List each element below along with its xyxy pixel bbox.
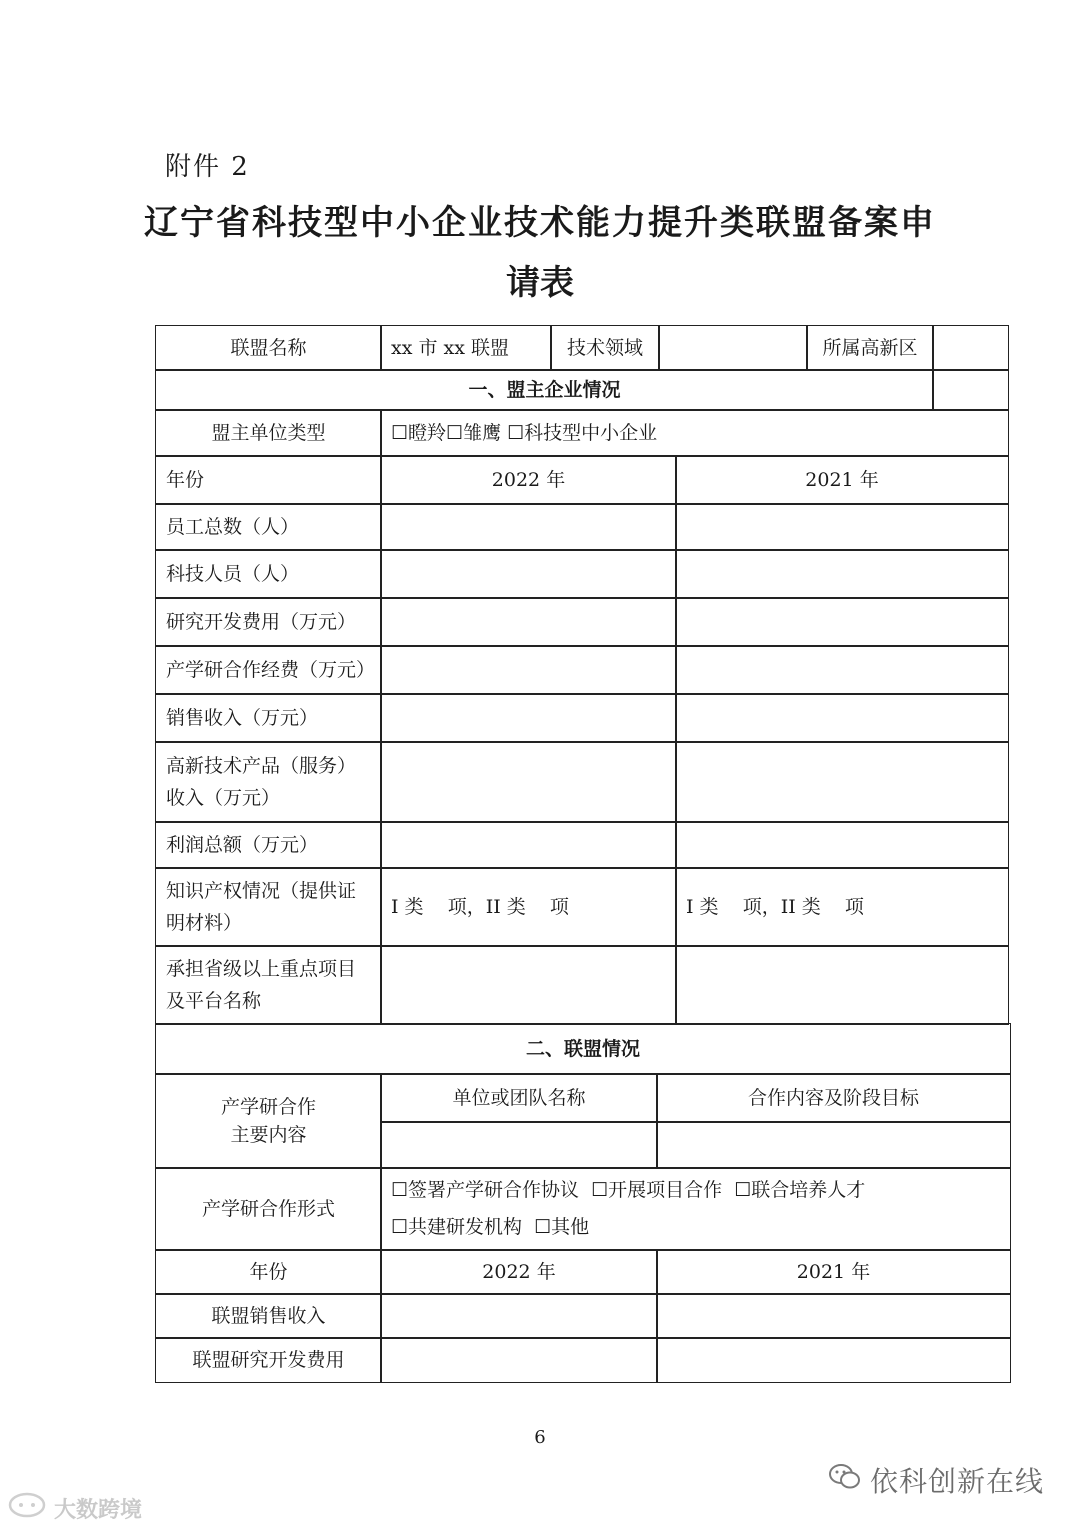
metric-value-2022[interactable] bbox=[380, 741, 677, 823]
alliance-rd-2021[interactable] bbox=[656, 1337, 1011, 1383]
coop-col-content: 合作内容及阶段目标 bbox=[656, 1073, 1011, 1123]
hightech-zone-value[interactable] bbox=[932, 325, 1009, 371]
hightech-zone-label: 所属高新区 bbox=[806, 325, 934, 371]
ip-value-2022[interactable]: I 类 项，II 类 项 bbox=[380, 867, 677, 947]
metric-label: 产学研合作经费（万元） bbox=[155, 645, 382, 695]
metric-label: 研究开发费用（万元） bbox=[155, 597, 382, 647]
coop-form-options-line1: ☐签署产学研合作协议 ☐开展项目合作 ☐联合培养人才 bbox=[391, 1178, 866, 1201]
year-2021: 2021 年 bbox=[675, 455, 1009, 505]
coop-form-options[interactable] bbox=[380, 1167, 1011, 1251]
metric-label: 销售收入（万元） bbox=[155, 693, 382, 743]
metric-value-2021[interactable] bbox=[675, 597, 1009, 647]
leader-type-label: 盟主单位类型 bbox=[155, 409, 382, 457]
metric-value-2021[interactable] bbox=[675, 821, 1009, 869]
tech-field-label: 技术领域 bbox=[550, 325, 660, 371]
coop-content-label: 产学研合作 主要内容 bbox=[155, 1073, 382, 1169]
metric-value-2022[interactable] bbox=[380, 945, 677, 1025]
alliance-year-2022: 2022 年 bbox=[380, 1249, 658, 1295]
metric-value-2022[interactable] bbox=[380, 821, 677, 869]
watermark-left-text: 大数跨境 bbox=[54, 1497, 143, 1523]
year-label-2: 年份 bbox=[155, 1249, 382, 1295]
alliance-sales-label: 联盟销售收入 bbox=[155, 1293, 382, 1339]
year-2022: 2022 年 bbox=[380, 455, 677, 505]
metric-value-2021[interactable] bbox=[675, 741, 1009, 823]
metric-value-2022[interactable] bbox=[380, 597, 677, 647]
alliance-name-label: 联盟名称 bbox=[155, 325, 382, 371]
coop-form-options-line2: ☐共建研发机构 ☐其他 bbox=[391, 1216, 590, 1238]
metric-label: 高新技术产品（服务） 收入（万元） bbox=[155, 741, 382, 823]
leader-type-options[interactable]: ☐瞪羚☐雏鹰 ☐科技型中小企业 bbox=[380, 409, 1009, 457]
metric-label: 员工总数（人） bbox=[155, 503, 382, 551]
alliance-rd-2022[interactable] bbox=[380, 1337, 658, 1383]
coop-form-label: 产学研合作形式 bbox=[155, 1167, 382, 1251]
metric-value-2021[interactable] bbox=[675, 549, 1009, 599]
metric-value-2022[interactable] bbox=[380, 549, 677, 599]
alliance-sales-2022[interactable] bbox=[380, 1293, 658, 1339]
metric-value-2021[interactable] bbox=[675, 645, 1009, 695]
coop-content-value[interactable] bbox=[656, 1121, 1011, 1169]
alliance-year-2021: 2021 年 bbox=[656, 1249, 1011, 1295]
wechat-icon bbox=[828, 1463, 862, 1498]
alliance-sales-2021[interactable] bbox=[656, 1293, 1011, 1339]
metric-value-2021[interactable] bbox=[675, 503, 1009, 551]
section1-blank-cell bbox=[932, 369, 1009, 411]
watermark-right-text: 依科创新在线 bbox=[869, 1465, 1044, 1498]
metric-value-2021[interactable] bbox=[675, 693, 1009, 743]
metric-value-2022[interactable] bbox=[380, 693, 677, 743]
coop-unit-value[interactable] bbox=[380, 1121, 658, 1169]
form-title-line1: 辽宁省科技型中小企业技术能力提升类联盟备案申 bbox=[144, 203, 936, 243]
year-label: 年份 bbox=[155, 455, 382, 505]
metric-value-2022[interactable] bbox=[380, 503, 677, 551]
alliance-rd-label: 联盟研究开发费用 bbox=[155, 1337, 382, 1383]
metric-label: 承担省级以上重点项目 及平台名称 bbox=[155, 945, 382, 1025]
alliance-name-value[interactable]: xx 市 xx 联盟 bbox=[380, 325, 552, 371]
section2-title: 二、联盟情况 bbox=[155, 1023, 1011, 1075]
chat-bubble-icon bbox=[8, 1492, 46, 1524]
tech-field-value[interactable] bbox=[658, 325, 808, 371]
metric-value-2022[interactable] bbox=[380, 645, 677, 695]
metric-label: 知识产权情况（提供证 明材料） bbox=[155, 867, 382, 947]
page-number: 6 bbox=[534, 1427, 546, 1448]
section1-title: 一、盟主企业情况 bbox=[155, 369, 934, 411]
attachment-label: 附件 2 bbox=[165, 152, 250, 182]
metric-value-2021[interactable] bbox=[675, 945, 1009, 1025]
watermark-right bbox=[828, 1460, 1044, 1500]
metric-label: 利润总额（万元） bbox=[155, 821, 382, 869]
coop-col-unit: 单位或团队名称 bbox=[380, 1073, 658, 1123]
form-title-line2: 请表 bbox=[506, 263, 574, 303]
ip-value-2021[interactable]: I 类 项，II 类 项 bbox=[675, 867, 1009, 947]
metric-label: 科技人员（人） bbox=[155, 549, 382, 599]
watermark-left bbox=[8, 1492, 142, 1524]
